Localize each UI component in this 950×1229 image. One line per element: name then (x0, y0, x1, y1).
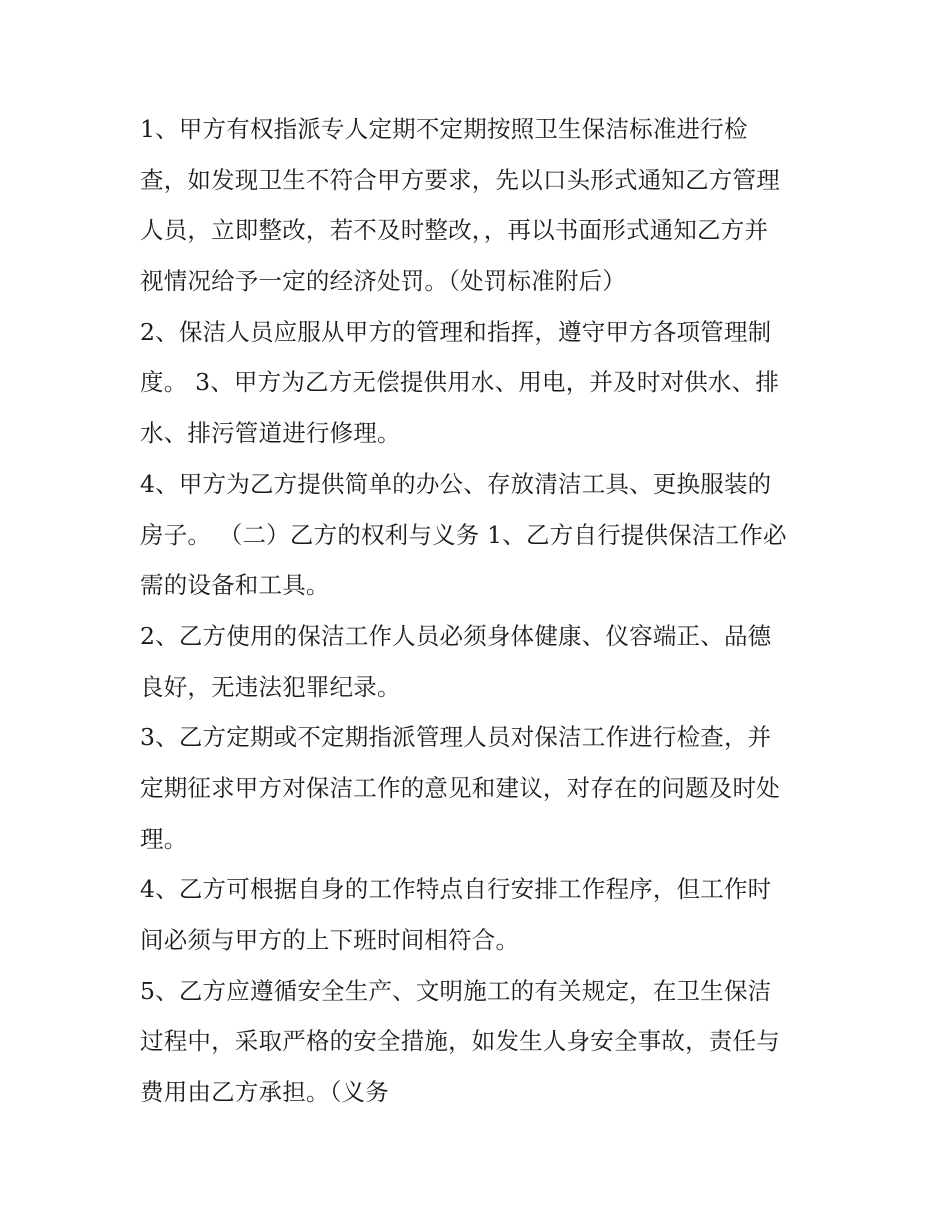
text-line: 1、甲方有权指派专人定期不定期按照卫生保洁标准进行检 (140, 115, 748, 143)
text-line: 2、乙方使用的保洁工作人员必须身体健康、仪容端正、品德 (140, 621, 772, 650)
text-line: 需的设备和工具。 (140, 571, 330, 600)
text-line: 理。 (140, 824, 188, 853)
text-line: 5、乙方应遵循安全生产、文明施工的有关规定，在卫生保洁 (140, 976, 772, 1005)
text-line: 人员，立即整改，若不及时整改，，再以书面形式通知乙方并 (140, 216, 769, 245)
text-line: 水、排污管道进行修理。 (140, 419, 401, 448)
text-line: 查，如发现卫生不符合甲方要求，先以口头形式通知乙方管理 (140, 165, 780, 194)
document-body (140, 104, 820, 1118)
text-line: 2、保洁人员应服从甲方的管理和指挥，遵守甲方各项管理制 (140, 317, 772, 346)
text-line: 定期征求甲方对保洁工作的意见和建议，对存在的问题及时处 (140, 773, 780, 802)
text-line: 间必须与甲方的上下班时间相符合。 (140, 926, 520, 954)
text-line: 费用由乙方承担。（义务 (140, 1078, 389, 1107)
text-line: 3、乙方定期或不定期指派管理人员对保洁工作进行检查，并 (140, 723, 772, 752)
text-line: 4、甲方为乙方提供简单的办公、存放清洁工具、更换服装的 (140, 469, 772, 498)
text-line: 4、乙方可根据自身的工作特点自行安排工作程序，但工作时 (140, 875, 772, 904)
text-line: 视情况给予一定的经济处罚。（处罚标准附后） (140, 267, 626, 296)
text-line: 房子。 （二）乙方的权利与义务 1、乙方自行提供保洁工作必 (140, 520, 787, 549)
text-line: 过程中，采取严格的安全措施，如发生人身安全事故，责任与 (140, 1027, 780, 1056)
text-line: 良好，无违法犯罪纪录。 (140, 672, 401, 701)
text-line: 度。 3、甲方为乙方无偿提供用水、用电，并及时对供水、排 (140, 368, 780, 397)
